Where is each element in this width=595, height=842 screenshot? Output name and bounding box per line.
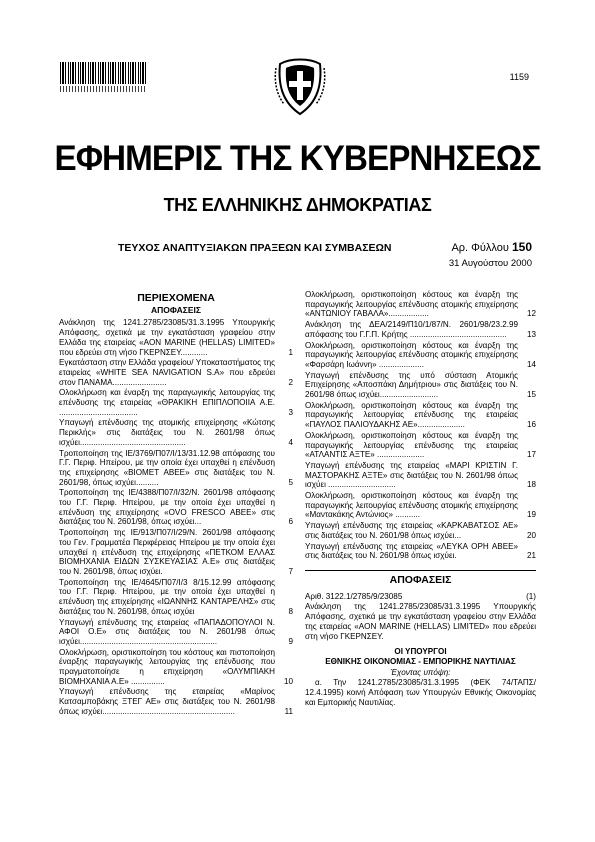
issue-number [451, 240, 532, 254]
barcode [60, 62, 146, 84]
toc-entry-text: Ολοκλήρωση, οριστικοποίηση κόστους και έναρξη της παραγωγικής λειτουργίας επένδυσης ατομικής επιχείρησης «Φαρσάρη Ιωάννη» .................... [305, 340, 518, 369]
toc-entry-text: Ολοκλήρωση, οριστικοποίηση του κόστους και πιστοποίηση έναρξης παραγωγικής λειτουργίας της επένδυσης που πραγματοποίησε η επιχείρηση «ΟΛΥΜΠΙΑΚΗ ΒΙΟΜΗΧΑΝΙΑ Α.Ε» ............... [59, 647, 275, 686]
toc-entry-text: Ολοκλήρωση, οριστικοποίηση κόστους και έναρξη της παραγωγικής λειτουργίας επένδυσης ατομικής επιχείρησης «Μαντακάκης Αντώνιος» ........... [305, 491, 518, 520]
toc-entry-page: 10 [283, 676, 293, 686]
contents-subheading: ΑΠΟΦΑΣΕΙΣ [150, 304, 201, 315]
toc-entry-page: 2 [288, 377, 293, 387]
toc-entry[interactable] [59, 618, 293, 647]
decision-marker: (1) [526, 591, 536, 601]
toc-entry-page: 9 [288, 636, 293, 646]
toc-entry[interactable] [59, 449, 293, 488]
series-name: ΤΕΥΧΟΣ ΑΝΑΠΤΥΞΙΑΚΩΝ ΠΡΑΞΕΩΝ ΚΑΙ ΣΥΜΒΑΣΕΩΝ [118, 242, 392, 254]
toc-entry-page: 18 [526, 480, 536, 490]
toc-entry-text: Τροποποίηση της ΙΕ/913/Π07/Ι/29/Ν. 2601/98 απόφασης του Γεν. Γραμματέα Περιφέρειας Ηπείρου με την οποία έχει υπαχθεί η επένδυση της επιχείρησης «ΠΕΤΚΟΜ ΕΛΛΑΣ ΒΙΟΜΗΧΑΝΙΑ ΕΙΔΩΝ ΣΥΣΚΕΥΑΣΙΑΣ Α.Ε» στις διατάξεις του Ν. 2601/98, όπως ισχύει. [59, 528, 275, 576]
toc-entry[interactable] [305, 320, 536, 339]
toc-entry-text: Υπαγωγή επένδυσης της ατομικής επιχείρησης «Κώτσης Περικλής» στις διατάξεις του Ν. 2601/98 όπως ισχύει............................................... [59, 418, 275, 447]
greek-coat-of-arms-icon [272, 54, 328, 118]
toc-entry-page: 8 [288, 606, 293, 616]
issue-value: 150 [511, 240, 532, 254]
toc-entry-text: Υπαγωγή επένδυσης της εταιρείας «Μαρίνος Κατσαμποβάκης ΞΤΕΓ ΑΕ» στις διατάξεις του Ν. 2601/98 όπως ισχύει........................................................... [59, 687, 275, 716]
toc-entry[interactable] [59, 318, 293, 357]
gazette-subtitle: ΤΗΣ ΕΛΛΗΝΙΚΗΣ ΔΗΜΟΚΡΑΤΙΑΣ [163, 195, 432, 215]
toc-entry[interactable] [59, 358, 293, 387]
gazette-title: ΕΦΗΜΕΡΙΣ ΤΗΣ ΚΥΒΕΡΝΗΣΕΩΣ [54, 139, 541, 178]
toc-entry[interactable] [59, 578, 293, 617]
toc-entry[interactable] [305, 491, 536, 520]
toc-entry-page: 21 [526, 551, 536, 561]
toc-entry-text: Ολοκλήρωση, οριστικοποίηση κόστους και έναρξη της παραγωγικής λειτουργίας επένδυσης της εταιρείας «ΠΑΥΛΟΣ ΠΑΛΙΟΥΔΑΚΗΣ ΑΕ»..................... [305, 400, 518, 430]
toc-entry-text: Ανάκληση της ΔΕΑ/2149/Π10/1/87/Ν. 2601/98/23.2.99 απόφασης του Γ.Γ.Π. Κρήτης ........................................... [305, 320, 518, 339]
barcode-digits [60, 86, 146, 92]
toc-entry-page: 12 [526, 309, 536, 319]
toc-entry-page: 13 [526, 329, 536, 339]
toc-entry-text: Τροποποίηση της ΙΕ/4388/Π07/Ι/32/Ν. 2601/98 απόφασης του Γ.Γ. Περιφ. Ηπείρου, με την οποία έχει υπαχθεί η επένδυση της επιχείρησης «OVO FRESCO ABEE» στις διατάξεις του Ν. 2601/98, όπως ισχύει... [59, 488, 275, 527]
toc-entry-page: 7 [288, 566, 293, 576]
toc-entry[interactable] [305, 341, 536, 370]
toc-entry-page: 15 [526, 390, 536, 400]
toc-entry-text: Ολοκλήρωση, οριστικοποίηση κόστους και έναρξη της παραγωγικής λειτουργίας επένδυσης της εταιρείας «ΑΤΛΑΝΤΙΣ ΑΞΤΕ» ..................... [305, 430, 518, 460]
ministers-heading: ΟΙ ΥΠΟΥΡΓΟΙ [394, 647, 447, 657]
toc-entry[interactable] [305, 371, 536, 400]
issue-label: Αρ. Φύλλου [451, 242, 509, 254]
contents-right-column [305, 290, 536, 707]
section-divider [305, 570, 536, 571]
ministries-heading: ΕΘΝΙΚΗΣ ΟΙΚΟΝΟΜΙΑΣ - ΕΜΠΟΡΙΚΗΣ ΝΑΥΤΙΛΙΑΣ [325, 656, 516, 666]
having-regard: Έχοντας υπόψη: [390, 667, 451, 677]
toc-entry-page: 19 [526, 510, 536, 520]
toc-entry[interactable] [305, 290, 536, 319]
toc-entry-page: 20 [526, 530, 536, 540]
toc-entry-page: 17 [526, 450, 536, 460]
decision-number-line [305, 592, 536, 602]
contents-heading: ΠΕΡΙΕΧΟΜΕΝΑ [137, 292, 215, 304]
toc-entry-text: Υπαγωγή επένδυσης της εταιρείας «ΛΕΥΚΑ ΟΡΗ ΑΒΕΕ» στις διατάξεις του Ν. 2601/98 όπως ισχύει. [305, 541, 518, 561]
toc-entry[interactable] [59, 648, 293, 687]
toc-entry[interactable] [59, 488, 293, 527]
toc-entry-text: Υπαγωγή επένδυσης της υπό σύσταση Ατομικής Επιχείρησης «Αποσπάκη Δημήτριου» στις διατάξεις του Ν. 2601/98 όπως ισχύει.......................... [305, 370, 518, 400]
series-line [118, 240, 532, 254]
toc-entry[interactable] [59, 687, 293, 716]
toc-entry-page: 3 [288, 407, 293, 417]
toc-entry[interactable] [305, 431, 536, 460]
contents-left-column [59, 294, 293, 718]
toc-entry-page: 16 [526, 420, 536, 430]
toc-entry-page: 1 [288, 347, 293, 357]
toc-entry[interactable] [305, 521, 536, 540]
contents-list-left [59, 318, 293, 716]
contents-list-right [305, 290, 536, 561]
toc-entry-page: 11 [284, 706, 293, 716]
regard-item-a: α. Την 1241.2785/23085/31.3.1995 (ΦΕΚ 74/ΤΑΠΣ/ 12.4.1995) κοινή Απόφαση των Υπουργών Εθνικής Οικονομίας και Εμπορικής Ναυτιλίας. [305, 678, 536, 707]
toc-entry[interactable] [59, 388, 293, 417]
toc-entry-text: Υπαγωγή επένδυσης της εταιρείας «ΠΑΠΑΔΟΠΟΥΛΟΙ Ν. ΑΦΟΙ Ο.Ε» στις διατάξεις του Ν. 2601/98 όπως ισχύει............................................................. [59, 617, 275, 646]
decision-number: Αριθ. 3122.1/2785/9/23085 [305, 591, 403, 601]
toc-entry-text: Υπαγωγή επένδυσης της εταιρείας «ΜΑΡΙ ΚΡΙΣΤΙΝ Γ. ΜΑΣΤΟΡΑΚΗΣ ΑΞΤΕ» στις διατάξεις του Ν. 2601/98 όπως ισχύει .............................. [305, 460, 518, 490]
toc-entry-page: 6 [288, 517, 293, 527]
toc-entry-text: Υπαγωγή επένδυσης της εταιρείας «ΚΑΡΚΑΒΑΤΣΟΣ ΑΕ» στις διατάξεις του Ν. 2601/98 όπως ισχύει... [305, 521, 518, 540]
toc-entry[interactable] [59, 418, 293, 447]
toc-entry-text: Τροποποίηση της ΙΕ/4645/Π07/Ι/3 8/15.12.99 απόφασης του Γ.Γ. Περιφ. Ηπείρου, με την οποία έχει υπαχθεί η επένδυση της επιχείρησης «ΙΩΑΝΝΗΣ ΚΑΝΤΑΡΕΛΗΣ» στις διατάξεις του Ν. 2601/98, όπως ισχύει [59, 577, 275, 616]
toc-entry-text: Ανάκληση της 1241.2785/23085/31.3.1995 Υπουργικής Απόφασης, σχετικά με την εγκατάσταση γραφείου στην Ελλάδα της εταιρείας «AON MARINE (HELLAS) LIMITED» που εδρεύει στη νήσο ΓΚΕΡΝΣΕΥ............ [59, 318, 275, 357]
toc-entry-text: Ολοκλήρωση και έναρξη της παραγωγικής λειτουργίας της επένδυσης της εταιρείας «ΘΡΑΚΙΚΗ ΕΠΙΠΛΟΠΟΙΙΑ Α.Ε. ................................... [59, 388, 275, 417]
toc-entry[interactable] [305, 461, 536, 490]
decision-title: Ανάκληση της 1241.2785/23085/31.3.1995 Υπουργικής Απόφασης, σχετικά με την εγκατάσταση γραφείου στην Ελλάδα της εταιρείας «AON MARINE (HELLAS) LIMITED» που εδρεύει στη νήσο ΓΚΕΡΝΣΕΥ. [305, 602, 536, 641]
toc-entry-text: Τροποποίηση της ΙΕ/3769/Π07/Ι/13/31.12.98 απόφασης του Γ.Γ. Περιφ. Ηπείρου, με την οποία έχει υπαχθεί η επένδυση της επιχείρησης «ΒΙΟΜΕΤ ΑΒΕΕ» στις διατάξεις του Ν. 2601/98, όπως ισχύει.......... [59, 448, 275, 487]
decisions-heading: ΑΠΟΦΑΣΕΙΣ [389, 573, 452, 586]
toc-entry-text: Εγκατάσταση στην Ελλάδα γραφείου/ Υποκαταστήματος της εταιρείας «WHITE SEA NAVIGATION S.A» που εδρεύει στον ΠΑΝΑΜΑ........................ [59, 358, 275, 387]
toc-entry-text: Ολοκλήρωση, οριστικοποίηση κόστους και έναρξη της παραγωγικής λειτουργίας επένδυσης ατομικής επιχείρησης «ΑΝΤΩΝΙΟΥ ΓΑΒΑΛΑ».................. [305, 290, 518, 319]
page-number: 1159 [509, 72, 529, 82]
issue-date: 31 Αυγούστου 2000 [448, 258, 532, 269]
toc-entry-page: 4 [288, 437, 293, 447]
toc-entry-page: 14 [526, 359, 536, 369]
toc-entry[interactable] [59, 528, 293, 577]
toc-entry[interactable] [305, 401, 536, 430]
toc-entry-page: 5 [288, 477, 293, 487]
toc-entry[interactable] [305, 542, 536, 561]
